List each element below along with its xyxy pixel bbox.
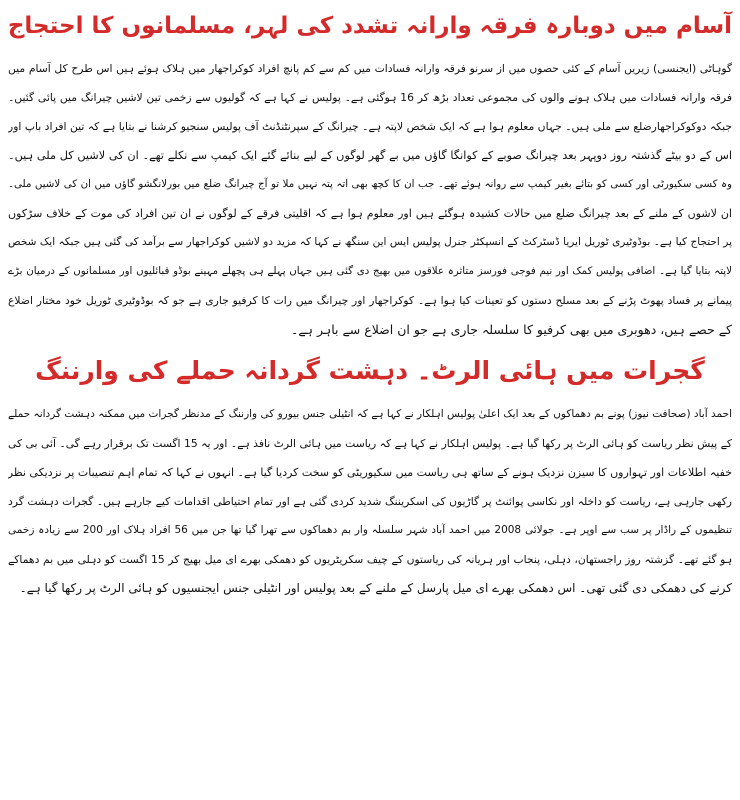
article-assam-line-9: پیمانے پر فساد پھوٹ پڑنے کے بعد مسلح دستوں کو تعینات کیا ہوا ہے۔ کوکراجھار اور چیرانگ میں رات کا کرفیو جاری ہے جو کہ بوڈوٹیری ٹوریل خود مختار اضلاع (8, 294, 732, 307)
article-assam-line-4: اس کے دو بیٹے گذشتہ روز دوپہر بعد چیرانگ صوبے کے کوانگا گاؤں میں بے گھر لوگوں کے لیے بنائے گئے ایک کیمپ سے نکلے تھے۔ ان کی لاشیں کل ملی ہیں۔ (8, 149, 732, 162)
article-assam-line-6: ان لاشوں کے ملنے کے بعد چیرانگ ضلع میں حالات کشیدہ ہوگئے ہیں اور معلوم ہوا ہے کہ اقلیتی فرقے کے لوگوں نے ان تین افراد کی موت کے خلاف سڑکوں (8, 207, 732, 220)
headline-assam-violence: آسام میں دوبارہ فرقہ وارانہ تشدد کی لہر، مسلمانوں کا احتجاج (7, 13, 732, 39)
article-gujarat-line-7: کرنے کی دھمکی دی گئی تھی۔ اس دھمکی بھرے ای میل پارسل کے ملنے کے بعد پولیس اور انٹیلی جنس ایجنسیوں کو ہائی الرٹ پر رکھا گیا ہے۔ (19, 581, 732, 595)
article-assam-line-5: وہ کسی سکیورٹی اور کسی کو بتائے بغیر کیمپ سے روانہ ہوئے تھے۔ جب ان کا کچھ بھی اتہ پتہ نہیں ملا تو آج چیرانگ ضلع میں بورلانگشو گاؤں میں ان کی لاشیں ملی۔ (8, 178, 732, 190)
article-gujarat (8, 351, 732, 603)
article-gujarat-line-2: کے پیش نظر ریاست کو ہائی الرٹ پر رکھا گیا ہے۔ پولیس اہلکار نے کہا ہے کہ ریاست میں ہائی الرٹ نافذ ہے۔ اور یہ 15 اگست تک برقرار رہے گی۔ آئی بی کی (8, 437, 732, 450)
article-assam-line-10: کے حصے ہیں، دھوبری میں بھی کرفیو کا سلسلہ جاری ہے جو ان اضلاع سے باہر ہے۔ (291, 322, 732, 337)
article-gujarat-line-4: رکھی جارہی ہے، ریاست کو داخلہ اور نکاسی پوائنٹ پر گاڑیوں کی اسکریننگ شدید کردی گئی ہے اور تمام احتیاطی اقدامات کیے جارہے ہیں۔ گجرات دہشت گرد (8, 495, 732, 508)
article-gujarat-line-5: تنظیموں کے راڈار پر سب سے اوپر ہے۔ جولائی 2008 میں احمد آباد شہر سلسلہ وار بم دھماکوں سے تھرا گیا تھا جن میں 56 افراد ہلاک اور 200 سے زیادہ زخمی (8, 524, 732, 536)
article-gujarat-line-6: ہو گئے تھے۔ گزشتہ روز راجستھان، دہلی، پنجاب اور ہریانہ کی ریاستوں کے چیف سکریٹریوں کو دھمکی بھرے ای میل بھیج کر 15 اگست کو دہلی میں بم دھماکے (8, 553, 732, 566)
article-gujarat-line-3: خفیہ اطلاعات اور تہواروں کا سیزن نزدیک ہونے کے ساتھ ہی ریاست میں سکیوریٹی کو سخت کردیا گیا ہے۔ انہوں نے کہا کہ تمام اہم تنصیبات پر نزدیکی نظر (8, 466, 732, 479)
article-assam-line-2: فرقہ وارانہ فسادات میں ہلاک ہونے والوں کی مجموعی تعداد بڑھ کر 16 ہوگئی ہے۔ پولیس نے کہا ہے کہ گولیوں سے زخمی تین لاشیں چیرانگ میں پائی گئیں۔ (8, 91, 732, 104)
article-assam-body (8, 54, 732, 344)
article-gujarat-line-1: احمد آباد (صحافت نیوز) پونے بم دھماکوں کے بعد ایک اعلیٰ پولیس اہلکار نے کہا ہے کہ انٹیلی جنس بیورو کی وارننگ کے مدنظر گجرات میں ممکنہ دہشت گردانہ حملے (8, 408, 732, 420)
article-assam-line-1: گوہاٹی (ایجنسی) زیریں آسام کے کئی حصوں میں از سرنو فرقہ وارانہ فسادات میں کم سے کم پانچ افراد کوکراجھار میں ہلاک ہوئے ہیں اس طرح کل آسام میں (8, 62, 732, 75)
article-assam-line-7: پر احتجاج کیا ہے۔ بوڈوٹیری ٹوریل ایریا ڈسٹرکٹ کے انسپکٹر جنرل پولیس ایس این سنگھ نے کہا کہ مزید دو لاشیں کوکراجھار سے برآمد کی گئی ہیں جبکہ ایک شخص (8, 236, 732, 248)
headline-gujarat-alert: گجرات میں ہائی الرٹ۔ دہشت گردانہ حملے کی وارننگ (35, 356, 705, 385)
article-assam-line-8: لاپتہ بتایا گیا ہے۔ اضافی پولیس کمک اور نیم فوجی فورسز متاثرہ علاقوں میں بھیج دی گئی ہیں جہاں پہلے ہی پچھلے مہینے بوڈو قبائلیوں اور مسلمانوں کے درمیان بڑے (8, 265, 732, 277)
article-assam (8, 6, 732, 344)
article-gujarat-body (8, 400, 732, 603)
article-assam-line-3: جبکہ دوکوکراجھارضلع سے ملی ہیں۔ جہاں معلوم ہوا ہے کہ ایک شخص لاپتہ ہے۔ چیرانگ کے سپرنٹنڈنٹ آف پولیس سنجیو کرشنا نے بتایا ہے کہ تین افراد باپ اور (8, 120, 732, 133)
